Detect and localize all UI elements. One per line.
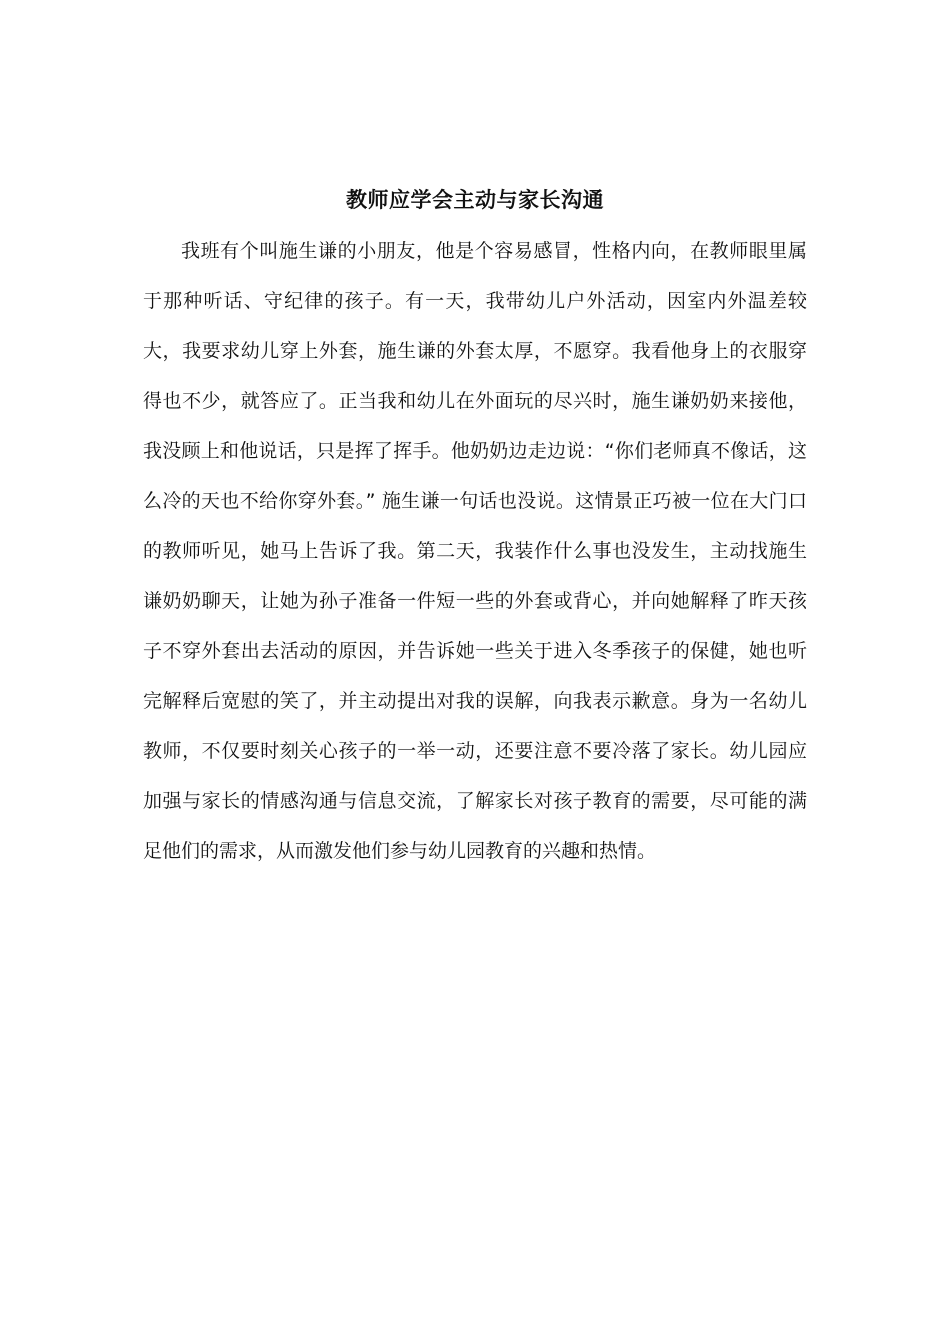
document-content bbox=[143, 180, 807, 876]
body-paragraph: 我班有个叫施生谦的小朋友，他是个容易感冒，性格内向，在教师眼里属于那种听话、守纪律的孩子。有一天，我带幼儿户外活动，因室内外温差较大，我要求幼儿穿上外套，施生谦的外套太厚，不愿穿。我看他身上的衣服穿得也不少，就答应了。正当我和幼儿在外面玩的尽兴时，施生谦奶奶来接他，我没顾上和他说话，只是挥了挥手。他奶奶边走边说：“你们老师真不像话，这么冷的天也不给你穿外套。” 施生谦一句话也没说。这情景正巧被一位在大门口的教师听见，她马上告诉了我。第二天，我装作什么事也没发生，主动找施生谦奶奶聊天，让她为孙子准备一件短一些的外套或背心，并向她解释了昨天孩子不穿外套出去活动的原因，并告诉她一些关于进入冬季孩子的保健，她也听完解释后宽慰的笑了，并主动提出对我的误解，向我表示歉意。身为一名幼儿教师，不仅要时刻关心孩子的一举一动，还要注意不要冷落了家长。幼儿园应加强与家长的情感沟通与信息交流，了解家长对孩子教育的需要，尽可能的满足他们的需求，从而激发他们参与幼儿园教育的兴趣和热情。 bbox=[143, 240, 807, 862]
document-title: 教师应学会主动与家长沟通 bbox=[346, 188, 604, 212]
